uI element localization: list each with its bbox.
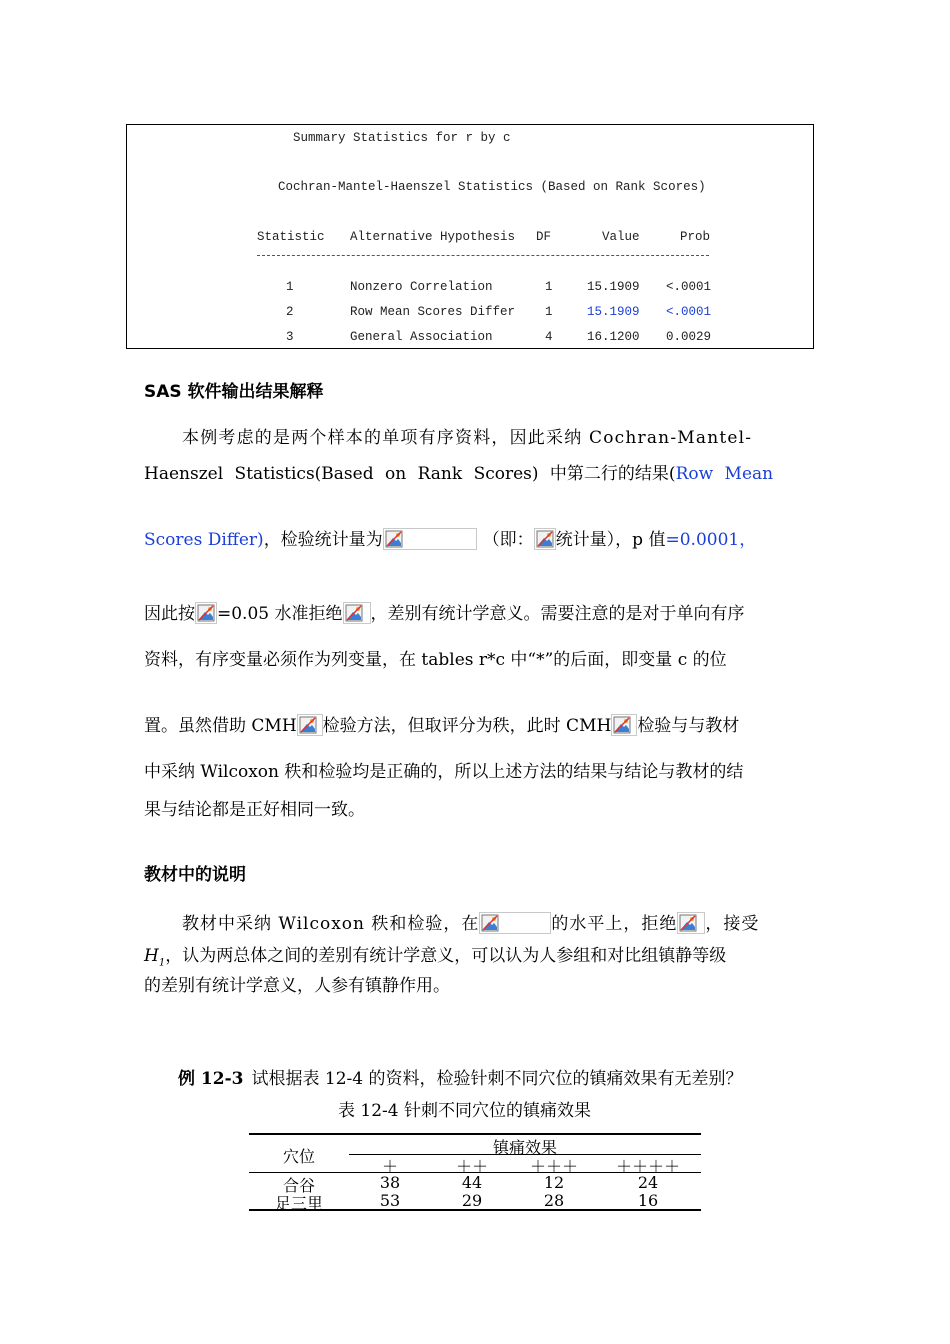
section-heading-textbook: 教材中的说明 xyxy=(144,865,246,885)
sas-row3-prob: 0.0029 xyxy=(666,330,712,344)
column-header: ＋＋＋＋ xyxy=(615,1157,680,1176)
sas-col-statistic: Statistic xyxy=(257,230,325,244)
sas-title: Summary Statistics for r by c xyxy=(293,131,511,145)
section-heading-sas: SAS 软件输出结果解释 xyxy=(144,382,324,402)
table-bottom-rule xyxy=(249,1209,701,1211)
sas-row2-hyp: Row Mean Scores Differ xyxy=(350,305,516,319)
table-row-name: 合谷 xyxy=(282,1176,315,1195)
sas-col-prob: Prob xyxy=(680,230,711,244)
sas-output-box xyxy=(126,124,814,349)
sas-row3-stat: 3 xyxy=(286,330,294,344)
broken-image-icon xyxy=(479,912,551,934)
table-cell: 44 xyxy=(461,1173,483,1192)
paragraph-line: 本例考虑的是两个样本的单项有序资料，因此采纳 Cochran-Mantel- xyxy=(182,428,753,448)
paragraph-line: 教材中采纳 Wilcoxon 秩和检验，在 的水平上，拒绝 ，接受 xyxy=(182,914,760,934)
paragraph-line: 中采纳 Wilcoxon 秩和检验均是正确的，所以上述方法的结果与结论与教材的结 xyxy=(144,762,744,782)
sas-col-value: Value xyxy=(602,230,640,244)
sas-col-hypothesis: Alternative Hypothesis xyxy=(350,230,516,244)
sas-row1-df: 1 xyxy=(545,280,553,294)
table-cell: 28 xyxy=(543,1191,565,1210)
table-row-name: 足三里 xyxy=(274,1194,323,1213)
table-cell: 53 xyxy=(379,1191,401,1210)
sas-col-df: DF xyxy=(536,230,552,244)
sas-subtitle: Cochran-Mantel-Haenszel Statistics (Based on Rank Scores) xyxy=(278,180,706,194)
sas-row1-stat: 1 xyxy=(286,280,294,294)
sas-row3-hyp: General Association xyxy=(350,330,493,344)
row-header-cell: 穴位 xyxy=(282,1147,315,1166)
column-group-header: 镇痛效果 xyxy=(492,1138,557,1157)
sas-row1-value: 15.1909 xyxy=(587,280,640,294)
paragraph-line: 果与结论都是正好相同一致。 xyxy=(144,800,365,820)
broken-image-icon xyxy=(677,912,705,934)
sas-row2-prob: <.0001 xyxy=(666,305,712,319)
sas-row2-df: 1 xyxy=(545,305,553,319)
broken-image-icon xyxy=(297,714,323,736)
table-cell: 16 xyxy=(637,1191,659,1210)
sas-row1-prob: <.0001 xyxy=(666,280,712,294)
paragraph-line: 的差别有统计学意义，人参有镇静作用。 xyxy=(144,976,450,996)
column-header: ＋ xyxy=(381,1157,398,1176)
broken-image-icon xyxy=(195,602,217,624)
column-header: ＋＋ xyxy=(455,1157,488,1176)
sas-row3-df: 4 xyxy=(545,330,553,344)
paragraph-line: Scores Differ)，检验统计量为 （即： 统计量），p 值=0.0001， xyxy=(144,530,757,550)
column-header: ＋＋＋ xyxy=(529,1157,578,1176)
broken-image-icon xyxy=(383,528,477,550)
sas-row2-value: 15.1909 xyxy=(587,305,640,319)
paragraph-line: $H_1$，认为两总体之间的差别有统计学意义，可以认为人参组和对比组镇静等级 xyxy=(144,946,727,969)
table-cell: 24 xyxy=(637,1173,659,1192)
broken-image-icon xyxy=(534,528,556,550)
table-cell: 29 xyxy=(461,1191,483,1210)
sas-dashed-rule xyxy=(257,255,709,256)
paragraph-line: Haenszel Statistics(Based on Rank Scores) 中第二行的结果(Row Mean xyxy=(144,464,774,484)
sas-row2-stat: 2 xyxy=(286,305,294,319)
table-cell: 38 xyxy=(379,1173,401,1192)
paragraph-line: 因此按 =0.05 水准拒绝 ，差别有统计学意义。需要注意的是对于单向有序 xyxy=(144,604,745,624)
broken-image-icon xyxy=(611,714,637,736)
paragraph-line: 资料，有序变量必须作为列变量，在 tables r*c 中“*”的后面，即变量 c 的位 xyxy=(144,650,727,670)
table-title: 表 12-4 针刺不同穴位的镇痛效果 xyxy=(338,1101,591,1121)
sas-row3-value: 16.1200 xyxy=(587,330,640,344)
broken-image-icon xyxy=(343,602,371,624)
sas-row1-hyp: Nonzero Correlation xyxy=(350,280,493,294)
example-label: 例 12-3 xyxy=(178,1069,244,1089)
paragraph-line: 置。虽然借助 CMH 检验方法，但取评分为秩，此时 CMH 检验与与教材 xyxy=(144,716,740,736)
table-cell: 12 xyxy=(543,1173,565,1192)
example-prompt: 例 12-3 试根据表 12-4 的资料，检验针刺不同穴位的镇痛效果有无差别？ xyxy=(178,1069,743,1089)
